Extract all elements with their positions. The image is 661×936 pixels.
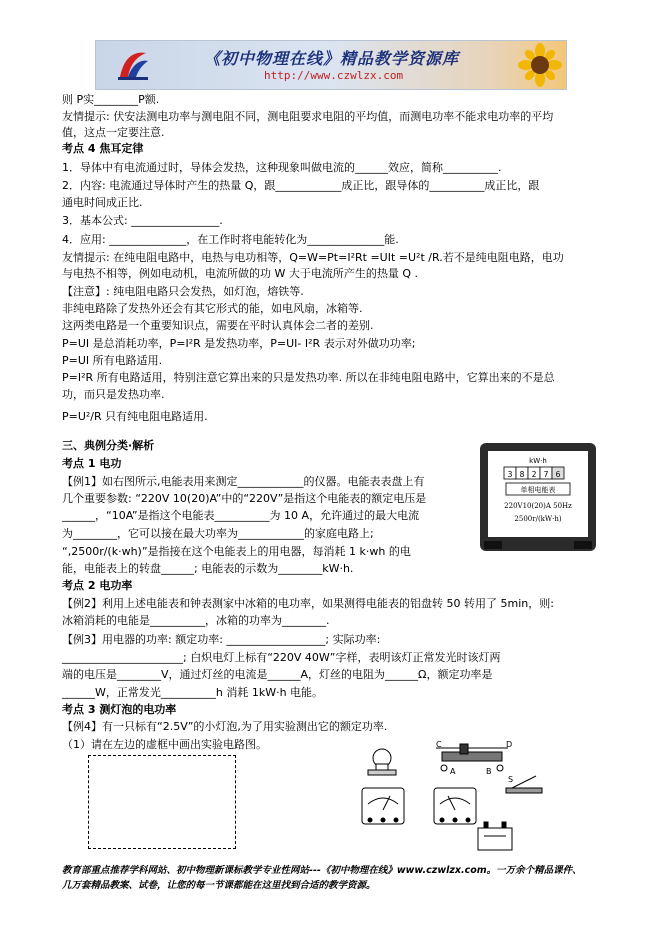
text-line: 能，电能表上的转盘______; 电能表的示数为________kW·h. (62, 562, 354, 575)
text-line: 2．内容: 电流通过导体时产生的热量 Q，跟____________成正比，跟导体的__________成正比，跟 (62, 179, 540, 192)
terminal-label: A (450, 767, 456, 776)
electric-meter-figure (478, 441, 598, 553)
text-line: 冰箱消耗的电能是__________，冰箱的功率为________. (62, 614, 330, 627)
text-line: 【注意】: 纯电阻电路只会发热，如灯泡，熔铁等. (62, 285, 304, 298)
terminal-label: D (506, 740, 513, 749)
text-line: 为________，它可以接在最大功率为____________的家庭电路上; (62, 527, 374, 540)
meter-label: 单相电能表 (520, 486, 556, 494)
text-line: 【例2】利用上述电能表和钟表测家中冰箱的电功率，如果测得电能表的铝盘转 50 转用了 5min，则: (62, 597, 554, 610)
text-line: ______________________; 白炽电灯上标有“220V 40W”字样，表明该灯正常发光时该灯两 (62, 651, 501, 664)
ammeter-icon (434, 788, 476, 824)
meter-digit: 6 (555, 470, 561, 479)
meter-digits (504, 467, 564, 479)
header-banner (95, 40, 567, 90)
terminal-label: S (508, 775, 514, 784)
battery-icon (478, 822, 512, 850)
text-line: 【例4】有一只标有“2.5V”的小灯泡,为了用实验测出它的额定功率. (62, 720, 388, 733)
text-line: 1．导体中有电流通过时，导体会发热，这种现象叫做电流的______效应，简称__________. (62, 161, 502, 174)
text-line: P=UI 所有电路适用. (62, 354, 163, 367)
meter-constant: 2500r/(kW·h) (514, 515, 562, 523)
banner-url: http://www.czwlzx.com (264, 69, 404, 82)
text-line: 友情提示: 在纯电阻电路中，电热与电功相等，Q=W=Pt=I²Rt =UIt =U²t /R.若不是纯电阻电路，电功 (62, 251, 564, 264)
section-heading: 考点 1 电功 (62, 457, 122, 470)
text-line: ______，“10A”是指这个电能表__________为 10 A，允许通过的最大电流 (62, 509, 420, 522)
banner-title: 《初中物理在线》精品教学资源库 (204, 49, 460, 68)
text-line: P=I²R 所有电路适用，特别注意它算出来的只是发热功率. 所以在非纯电阻电路中，它算出来的不是总 (62, 371, 555, 384)
text-line: 3．基本公式: ________________. (62, 214, 223, 227)
section-heading: 考点 2 电功率 (62, 579, 133, 592)
text-line: 这两类电路是一个重要知识点，需要在平时认真体会二者的差别. (62, 319, 374, 332)
text-line: 功，而只是发热功率. (62, 388, 165, 401)
text-line: 【例3】用电器的功率: 额定功率: __________________; 实际功率: (62, 633, 381, 646)
meter-digit: 8 (519, 470, 525, 479)
rheostat-icon (436, 744, 508, 771)
sunflower-icon (518, 43, 562, 87)
text-line: 友情提示: 伏安法测电功率与测电阻不同，测电阻要求电阻的平均值，而测电功率不能求电功率的平均 (62, 110, 554, 123)
footer-line: 几万套精品教案、试卷，让您的每一节课都能在这里找到合适的教学资源。 (62, 880, 376, 891)
text-line: 通电时间成正比. (62, 196, 143, 209)
footer-line: 教育部重点推荐学科网站、初中物理新课标教学专业性网站---《初中物理在线》www.czwlzx.com。一万余个精品课件、 (62, 865, 582, 876)
meter-unit: kW·h (529, 457, 547, 465)
formula-line: P=U²/R 只有纯电阻电路适用. (62, 410, 208, 423)
text-line: 【例1】如右图所示,电能表用来测定____________的仪器。电能表表盘上有 (62, 475, 425, 488)
terminal-label: B (486, 767, 492, 776)
circuit-drawing-box (88, 755, 236, 849)
text-line: 几个重要参数: “220V 10(20)A”中的“220V”是指这个电能表的额定电压是 (62, 492, 427, 505)
text-line: 4．应用: ______________，在工作时将电能转化为______________能. (62, 233, 399, 246)
text-line: “,2500r/(k·wh)”是指接在这个电能表上的用电器，每消耗 1 k·wh 的电 (62, 545, 411, 558)
text-line: 端的电压是________V，通过灯丝的电流是______A，灯丝的电阻为______Ω，额定功率是 (62, 668, 493, 681)
text-line: 值，这点一定要注意. (62, 126, 165, 139)
text-line: P=UI 是总消耗功率，P=I²R 是发热功率，P=UI- I²R 表示对外做功功率; (62, 337, 416, 350)
bulb-icon (368, 749, 396, 775)
section-heading: 三、典例分类·解析 (62, 439, 155, 452)
text-line: （1）请在左边的虚框中画出实验电路图。 (62, 738, 267, 751)
lab-apparatus-figure (360, 738, 550, 856)
meter-digit: 7 (543, 470, 549, 479)
text-line: ______W，正常发光__________h 消耗 1kW·h 电能。 (62, 686, 324, 699)
text-line: 非纯电路除了发热外还会有其它形式的能，如电风扇，冰箱等. (62, 302, 363, 315)
logo-icon (114, 47, 152, 83)
section-heading: 考点 4 焦耳定律 (62, 142, 144, 155)
meter-rating: 220V10(20)A 50Hz (504, 502, 572, 510)
section-heading: 考点 3 测灯泡的电功率 (62, 703, 177, 716)
text-line: 则 P实________P额. (62, 93, 160, 106)
terminal-label: C (436, 740, 442, 749)
voltmeter-icon (362, 788, 404, 824)
text-line: 与电热不相等，例如电动机，电流所做的功 W 大于电流所产生的热量 Q . (62, 267, 419, 280)
meter-digit: 3 (507, 470, 513, 479)
meter-digit: 2 (531, 470, 537, 479)
